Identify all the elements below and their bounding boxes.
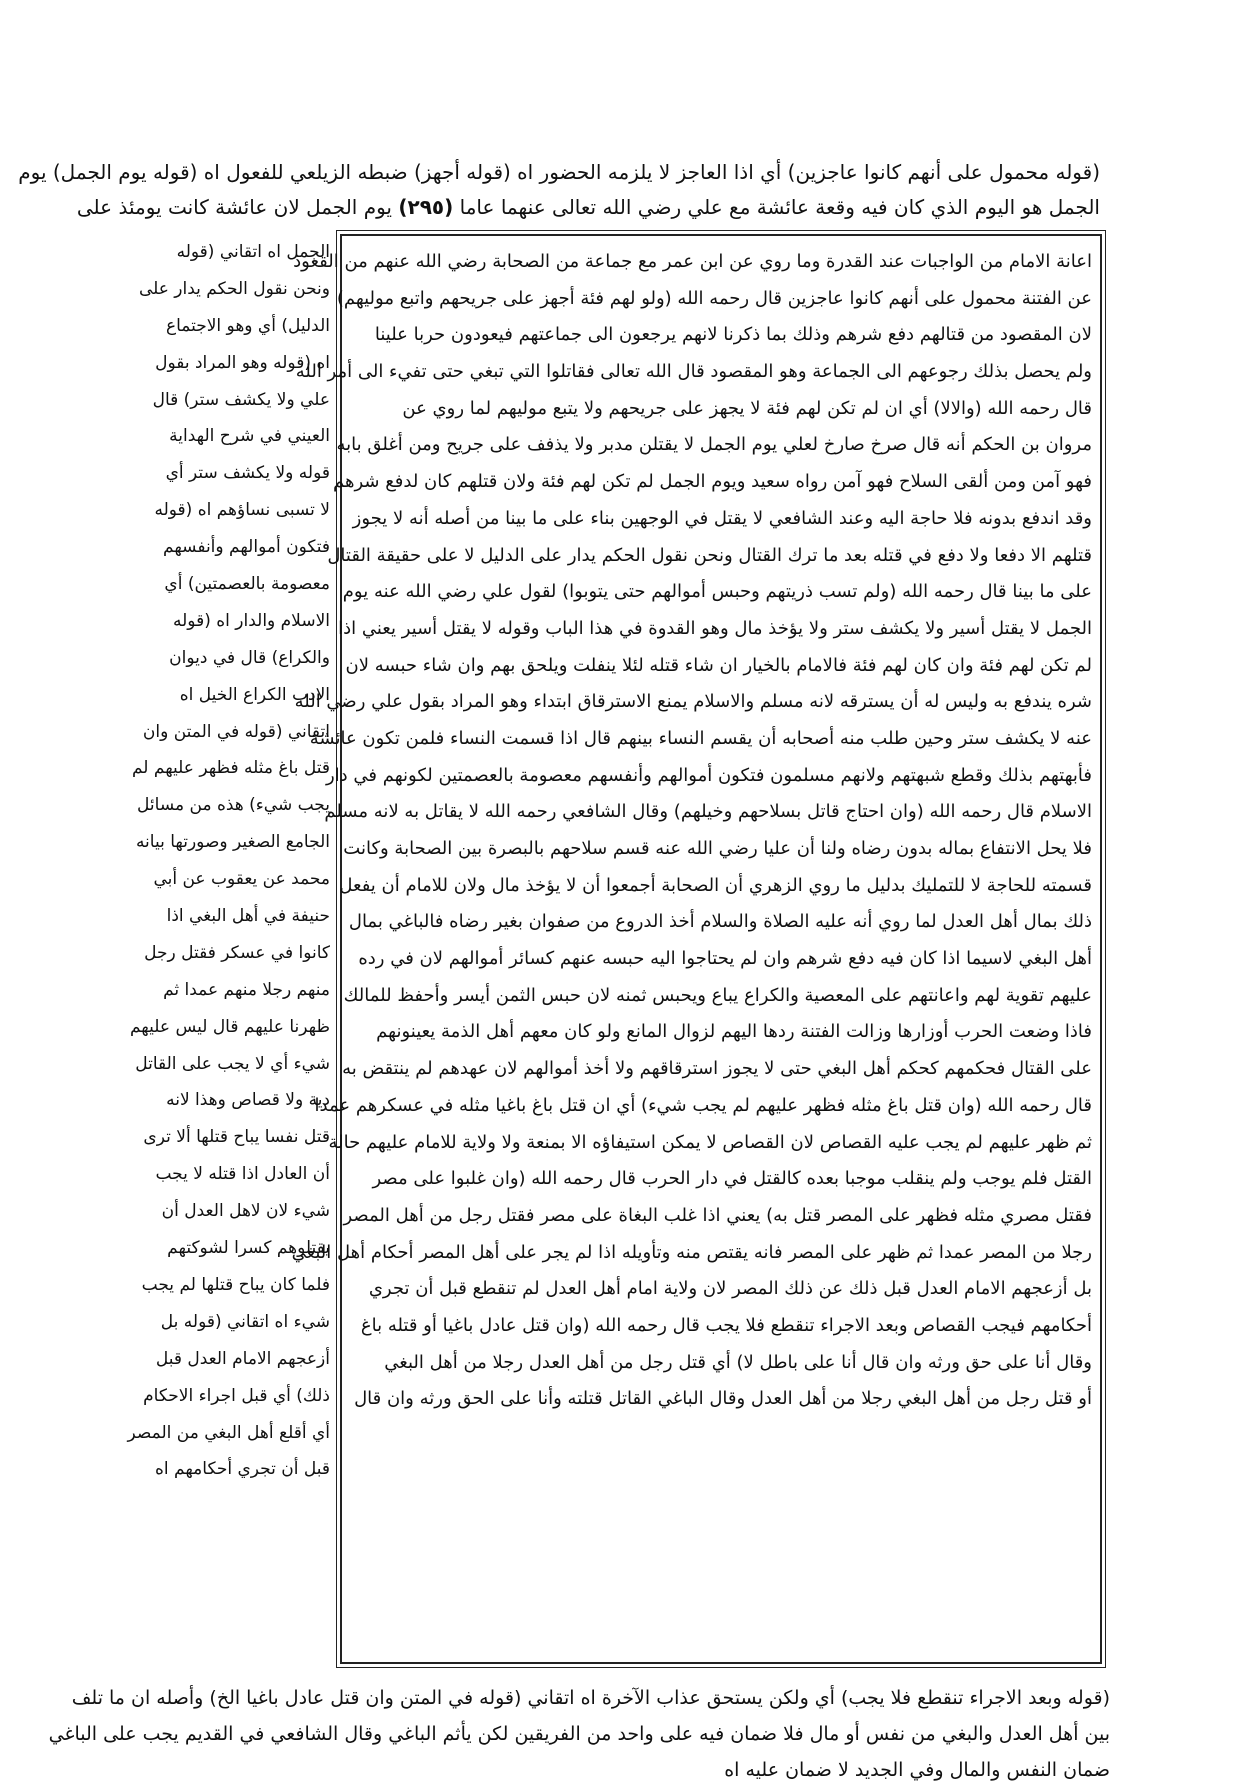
main-text — [291, 244, 1092, 1418]
side-line: العيني في شرح الهداية — [169, 426, 330, 447]
main-line: مروان بن الحكم أنه قال صرخ صارخ لعلي يوم الجمل لا يقتلن مدبر ولا يذفف على جريح ومن أغلق بابه — [336, 434, 1092, 456]
side-line: شيء أي لا يجب على القاتل — [135, 1053, 330, 1074]
main-line: فلا يحل الانتفاع بماله بدون رضاه ولنا أن عليا رضي الله عنه قسم سلاحهم بالبصرة بين الصحابة وكانت — [343, 838, 1092, 859]
side-line: ذلك) أي قبل اجراء الاحكام — [143, 1385, 330, 1406]
main-line: الجمل لا يقتل أسير ولا يكشف ستر ولا يؤخذ مال وهو القدوة في هذا الباب وقوله لا يقتل أسير يعني اذا — [338, 617, 1092, 639]
main-line: عنه لا يكشف ستر وحين طلب منه أصحابه أن يقسم النساء بينهم قال اذا قسمت النساء فلمن تكون عائشة — [309, 727, 1092, 749]
main-line: فاذا وضعت الحرب أوزارها وزالت الفتنة ردها اليهم لزوال المانع ولو كان معهم أهل الذمة يعينونهم — [376, 1021, 1092, 1043]
main-line: أو قتل رجل من أهل البغي رجلا من أهل العدل وقال الباغي القاتل قتلته وأنا على الحق ورثه وان قال — [354, 1388, 1092, 1410]
header-line-1: (قوله محمول على أنهم كانوا عاجزين) أي اذا العاجز لا يلزمه الحضور اه (قوله أجهز) ضبطه الزيلعي للفعول اه (قوله يوم الجمل) يوم — [18, 160, 1100, 184]
header-line-2-text: الجمل هو اليوم الذي كان فيه وقعة عائشة مع علي رضي الله تعالى عنهما عاما — [459, 195, 1100, 219]
main-line: لم تكن لهم فئة وان كان لهم فئة فالامام بالخيار ان شاء قتله لئلا ينفلت ويلحق بهم وان شاء حبسه لان — [345, 654, 1092, 676]
side-line: محمد عن يعقوب عن أبي — [153, 869, 330, 890]
main-line: قال رحمه الله (وان قتل باغ مثله فظهر عليهم لم يجب شيء) أي ان قتل باغ باغيا مثله في عسكرهم عمدا — [314, 1094, 1092, 1116]
main-line: بل أزعجهم الامام العدل قبل ذلك عن ذلك المصر لان ولاية امام أهل العدل لم تنقطع قبل أن تجري — [368, 1278, 1092, 1300]
side-line: قتل باغ مثله فظهر عليهم لم — [131, 758, 330, 779]
main-line: أهل البغي لاسيما اذا كان فيه دفع شرهم وان لم يحتاجوا اليه حبسه عنهم كسائر أموالهم لان في رده — [358, 948, 1092, 970]
side-line: كانوا في عسكر فقتل رجل — [144, 942, 330, 963]
side-line: الدليل) أي وهو الاجتماع — [165, 315, 330, 336]
main-line: ولم يحصل بذلك رجوعهم الى الجماعة وهو المقصود قال الله تعالى فقاتلوا التي تبغي حتى تفيء الى أمر الله — [295, 361, 1092, 383]
bottom-footnote — [48, 1680, 1110, 1788]
side-line: أي أقلع أهل البغي من المصر — [127, 1422, 330, 1443]
main-line: عليهم تقوية لهم واعانتهم على المعصية والكراع يباع ويحبس ثمنه لان حبس الثمن أيسر وأحفظ للمالك — [343, 984, 1092, 1006]
main-line: على القتال فحكمهم كحكم أهل البغي حتى لا يجوز استرقاقهم ولا أخذ أموالهم لان عهدهم لم ينتقض به — [342, 1058, 1092, 1080]
side-line: أزعجهم الامام العدل قبل — [155, 1348, 330, 1369]
main-line: فأبهتهم بذلك وقطع شبهتهم ولانهم مسلمون فتكون أموالهم وأنفسهم معصومة بالعصمتين لكونهم في دار — [325, 764, 1092, 786]
main-text-box — [291, 234, 1102, 1664]
side-line: دية ولا قصاص وهذا لانه — [166, 1090, 330, 1111]
main-line: قسمته للحاجة لا للتمليك بدليل ما روي الزهري أن الصحابة أجمعوا أن لا يؤخذ مال ولان للامام أن يفعل — [339, 874, 1092, 896]
main-line: وقال أنا على حق ورثه وان قال أنا على باطل لا) أي قتل رجل من أهل العدل رجلا من أهل البغي — [384, 1351, 1092, 1373]
main-line: أحكامهم فيجب القصاص وبعد الاجراء تنقطع فلا يجب قال رحمه الله (وان قتل عادل باغيا أو قتله باغ — [360, 1314, 1092, 1336]
side-line: أن العادل اذا قتله لا يجب — [155, 1164, 330, 1185]
main-line: على ما بينا قال رحمه الله (ولم تسب ذريتهم وحبس أموالهم حتى يتوبوا) لقول علي رضي الله عنه يوم — [342, 581, 1092, 603]
side-line: علي ولا يكشف ستر) قال — [152, 389, 330, 410]
main-line: رجلا من المصر عمدا ثم ظهر على المصر فانه يقتص منه وتأويله اذا لم يجر على أهل المصر أحكام أهل البغي — [291, 1241, 1092, 1263]
main-line: وقد اندفع بدونه فلا حاجة اليه وعند الشافعي لا يقتل في الوجهين بناء على ما بينا من أصله أنه لا يجوز — [352, 507, 1092, 529]
main-line: فهو آمن ومن ألقى السلاح فهو آمن رواه سعيد ويوم الجمل لم تكن لهم فئة ولان قتلهم كان لدفع شرهم — [333, 471, 1092, 493]
page-number: (٢٩٥) — [398, 195, 454, 219]
main-line: ثم ظهر عليهم لم يجب عليه القصاص لان القصاص لا يمكن استيفاؤه الا بمنعة ولا ولاية للامام عليهم حالة — [328, 1131, 1092, 1153]
side-line: الجامع الصغير وصورتها بيانه — [135, 832, 330, 853]
side-line: شيء اه اتقاني (قوله بل — [160, 1311, 330, 1332]
header-line-2-tail: يوم الجمل لان عائشة كانت يومئذ على — [76, 195, 392, 219]
side-line: فتكون أموالهم وأنفسهم — [163, 537, 330, 558]
side-line: اتقاني (قوله في المتن وان — [142, 721, 330, 742]
side-commentary — [127, 234, 330, 1488]
footnote-line: (قوله وبعد الاجراء تنقطع فلا يجب) أي ولكن يستحق عذاب الآخرة اه اتقاني (قوله في المتن وان قتل عادل باغيا الخ) وأصله ان ما تلف — [71, 1687, 1110, 1709]
side-line: فلما كان يباح قتلها لم يجب — [141, 1274, 330, 1295]
main-line: لان المقصود من قتالهم دفع شرهم وذلك بما ذكرنا لانهم يرجعون الى جماعتهم فيعودون حربا علينا — [374, 324, 1092, 346]
side-line: ظهرنا عليهم قال ليس عليهم — [129, 1016, 330, 1037]
main-line: شره يندفع به وليس له أن يسترقه لانه مسلم والاسلام يمنع الاسترقاق ابتداء وهو المراد بقول علي رضي الله — [294, 691, 1092, 713]
side-line: قتل نفسا يباح قتلها ألا ترى — [143, 1127, 330, 1148]
side-line: يجب شيء) هذه من مسائل — [137, 795, 330, 816]
side-line: الاسلام والدار اه (قوله — [173, 610, 330, 631]
main-line: قتلهم الا دفعا ولا دفع في قتله بعد ما ترك القتال ونحن نقول الحكم يدار على الدليل لا على حقيقة القتال — [327, 544, 1092, 566]
side-line: قبل أن تجري أحكامهم اه — [154, 1459, 330, 1480]
main-line: اعانة الامام من الواجبات عند القدرة وما روي عن ابن عمر مع جماعة من الصحابة رضي الله عنهم من القعود — [293, 251, 1092, 272]
side-line: قوله ولا يكشف ستر أي — [165, 463, 330, 484]
side-line: لا تسبى نساؤهم اه (قوله — [154, 500, 330, 521]
header-line-2 — [76, 190, 1100, 224]
main-line: القتل فلم يوجب ولم ينقلب موجبا بعده كالقتل في دار الحرب قال رحمه الله (وان غلبوا على مصر — [372, 1168, 1092, 1190]
side-line: حنيفة في أهل البغي اذا — [166, 906, 330, 927]
side-line: الجمل اه اتقاني (قوله — [176, 242, 330, 262]
side-line: شيء لان لاهل العدل أن — [161, 1201, 330, 1222]
main-line: عن الفتنة محمول على أنهم كانوا عاجزين قال رحمه الله (ولو لهم فئة أجهز على جريحهم واتبع موليهم) — [336, 287, 1092, 309]
main-line: الاسلام قال رحمه الله (وان احتاج قاتل بسلاحهم وخيلهم) وقال الشافعي رحمه الله لا يقاتل به لانه مسلم — [324, 801, 1092, 823]
side-line: ونحن نقول الحكم يدار على — [138, 278, 330, 299]
footnote-line: بين أهل العدل والبغي من نفس أو مال فلا ضمان فيه على واحد من الفريقين لكن يأثم الباغي وقال الشافعي في القديم يجب على الباغي — [48, 1723, 1110, 1745]
side-line: والكراع) قال في ديوان — [169, 647, 330, 668]
side-line: معصومة بالعصمتين) أي — [164, 574, 330, 595]
footnote-line: ضمان النفس والمال وفي الجديد لا ضمان عليه اه — [724, 1759, 1110, 1781]
side-line: منهم رجلا منهم عمدا ثم — [163, 979, 330, 1000]
main-line: ذلك بمال أهل العدل لما روي أنه عليه الصلاة والسلام أخذ الدروع من صفوان بغير رضاه فالباغي بمال — [348, 911, 1092, 933]
main-line: فقتل مصري مثله فظهر على المصر قتل به) يعني اذا غلب البغاة على مصر فقتل رجل من أهل المصر — [343, 1204, 1092, 1226]
main-line: قال رحمه الله (والالا) أي ان لم تكن لهم فئة لا يجهز على جريحهم ولا يتبع موليهم لما روي عن — [402, 397, 1092, 419]
side-line: الادب الكراع الخيل اه — [179, 684, 330, 705]
side-line: يقتلوهم كسرا لشوكتهم — [167, 1238, 330, 1259]
side-line: اه (قوله وهو المراد بقول — [155, 352, 330, 373]
